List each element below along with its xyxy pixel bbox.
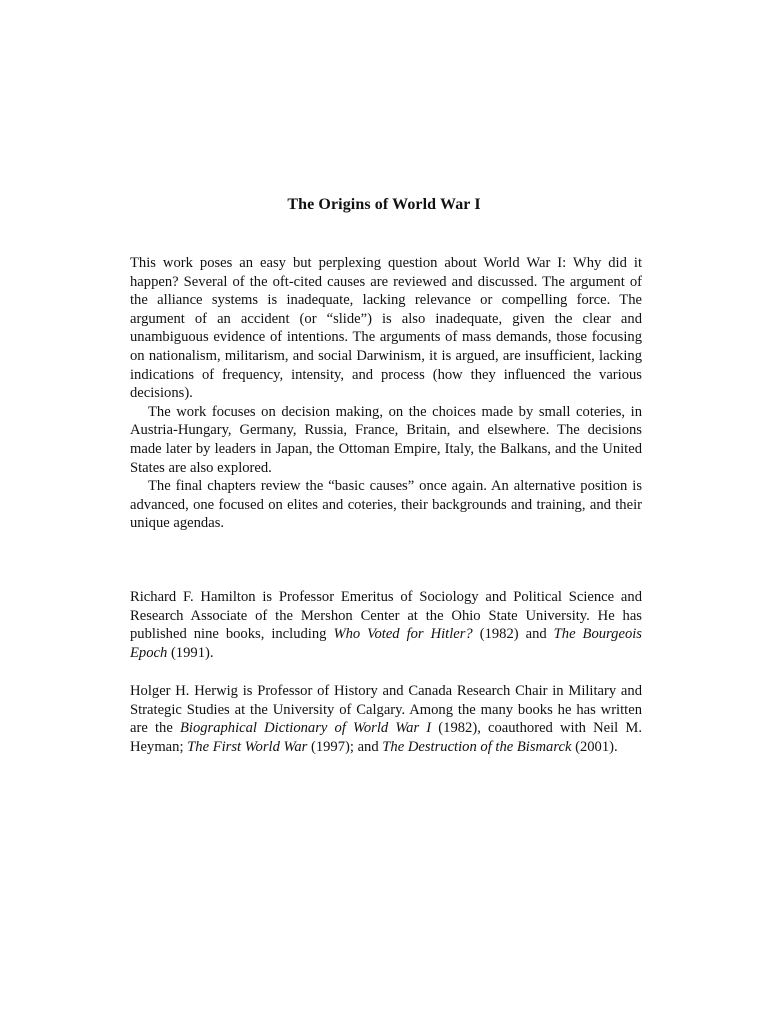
author-bio-hamilton bbox=[130, 588, 642, 662]
bio-hamilton-paragraph bbox=[130, 588, 642, 662]
book-title: The First World War bbox=[187, 738, 308, 755]
bio-text: (1997); and bbox=[307, 738, 383, 755]
abstract-paragraph-2: The work focuses on decision making, on the choices made by small coteries, in Austria-Hungary, Germany, Russia, France, Britain, and elsewhere. The decisions made later by leaders in Japan, the Ottoman Empire, Italy, the Balkans, and the United States are also explored. bbox=[130, 403, 642, 476]
page-title: The Origins of World War I bbox=[287, 196, 481, 213]
bio-herwig-paragraph bbox=[130, 682, 642, 756]
book-title: Who Voted for Hitler? bbox=[333, 626, 473, 643]
abstract-paragraph-1: This work poses an easy but perplexing question about World War I: Why did it happen? Several of the oft-cited causes are reviewed and discussed. The argument of the alliance systems is inadequate, lacking relevance or compelling force. The argument of an accident (or “slide”) is also inadequate, given the clear and unambiguous evidence of intentions. The arguments of mass demands, those focusing on nationalism, militarism, and social Darwinism, it is argued, are insufficient, lacking indications of frequency, intensity, and process (how they influenced the various decisions). bbox=[130, 255, 642, 402]
abstract-paragraph-3: The final chapters review the “basic causes” once again. An alternative position is advanced, one focused on elites and coteries, their backgrounds and training, and their unique agendas. bbox=[130, 478, 642, 532]
bio-text: Richard F. Hamilton is Professor Emeritus of Sociology and Political Science and Research Associate of the Mershon Center at the Ohio State University. He has published nine books, including bbox=[130, 589, 642, 643]
bio-text: (1982) and bbox=[472, 626, 554, 643]
bio-text: Holger H. Herwig is Professor of History and Canada Research Chair in Military and Strategic Studies at the University of Calgary. Among the many books he has written are the bbox=[130, 683, 642, 737]
bio-text: (2001). bbox=[571, 738, 618, 755]
book-title: The Bourgeois Epoch bbox=[130, 626, 642, 661]
bio-text: (1982), coauthored with Neil M. Heyman; bbox=[130, 720, 642, 755]
author-bio-herwig bbox=[130, 682, 642, 756]
book-title: The Destruction of the Bismarck bbox=[382, 738, 572, 755]
book-title: Biographical Dictionary of World War I bbox=[179, 720, 432, 737]
bio-text: (1991). bbox=[167, 644, 214, 661]
abstract bbox=[130, 254, 642, 533]
